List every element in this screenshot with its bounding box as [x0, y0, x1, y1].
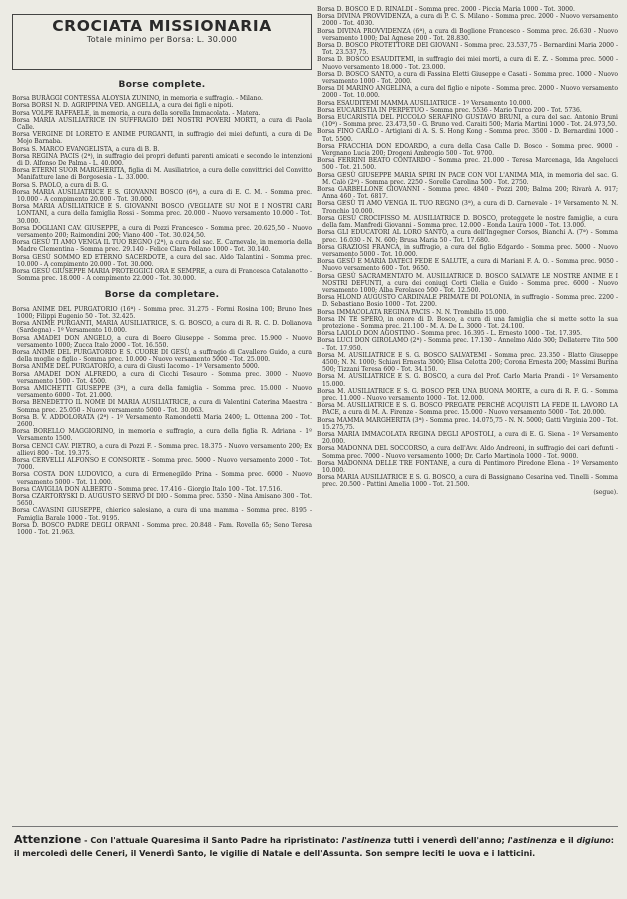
- borsa-entry: Borsa CENCI CAV. PIETRO, a cura di Pozzi F. - Somma prec. 18.375 - Nuovo versamento 200; Ex allievi 800 - Tot. 19.375.: [12, 442, 312, 457]
- borsa-entry: Borsa S. PAOLO, a cura di B. G.: [12, 181, 109, 189]
- borsa-entry: Borsa CERVELLI ALFONSO E CONSORTE - Somma prec. 5000 - Nuovo versamento 2000 - Tot. 7000.: [12, 456, 312, 472]
- borsa-entry: Borsa D. BOSCO E D. RINALDI - Somma prec. 2000 - Piccia Maria 1000 - Tot. 3000.: [317, 6, 575, 13]
- notice-text-1: - Con l'attuale Quaresima il Santo Padre ha ripristinato:: [81, 835, 342, 845]
- borsa-entry: Borsa D. BOSCO PROTETTORE DEI GIOVANI - Somma prec. 23.537,75 - Bernardini Maria 2000 - Tot. 23.537,75.: [317, 42, 618, 57]
- borsa-entry: Borsa REGINA PACIS (2ª), in suffragio dei propri defunti parenti amicati e secondo le intenzioni di D. Alfonso De Palma - L. 40.000.: [12, 152, 312, 168]
- section-heading-complete: Borse complete.: [118, 80, 206, 90]
- borsa-entry: Borsa GLI EDUCATORI AL LORO SANTO, a cura dell'Ingegner Corsos, Bianchi A. (7ª) - Somma prec. 16.030 - N. N. 600; Brusa Maria 50 - Tot. 17.680.: [317, 229, 618, 244]
- borsa-entry: Borsa GESÙ GIUSEPPE MARIA PROTEGGICI ORA E SEMPRE, a cura di Francesca Catalanotto - Somma prec. 18.000 - A compimento 22.000 - Tot. 30.000.: [12, 268, 312, 283]
- notice-text-3: e il: [556, 835, 577, 845]
- borsa-entry: Borsa CZARTORYSKI D. AUGUSTO SERVO DI DIO - Somma prec. 5350 - Nina Amisano 300 - Tot. 5650.: [12, 492, 312, 508]
- borsa-entry: Borsa M. AUSILIATRICE E S. G. BOSCO SALVATEMI - Somma prec. 23.350 - Blatto Giuseppe 4500; N. N. 1000; Schiavi Ernesta 3000; Elisa Celotta 200; Corona Ernesta 200; Massimi Burina 500; Tizzani Teresa 600 - Tot. 34.150.: [317, 351, 618, 374]
- incomplete-list-left: [12, 306, 312, 537]
- borsa-entry: Borsa BENEDETTO IL NOME DI MARIA AUSILIATRICE, a cura di Valentini Caterina Maestra - Somma prec. 25.050 - Nuovo versamento 5000 - Tot. 30.063.: [12, 399, 312, 414]
- borsa-entry: Borsa GRAZIOSI FRANCA, in suffragio, a cura del figlio Edgardo - Somma prec. 5000 - Nuovo versamento 5000 - Tot. 10.000.: [317, 243, 618, 258]
- borsa-entry: Borsa FERRINI BEATO CONTARDO - Somma prec. 21.000 - Teresa Marcenaga, Ida Angelucci 500 - Tot. 21.500.: [317, 157, 618, 172]
- borsa-entry: Borsa BURÀGGI CONTESSA ALOYSIA ZUNINO, in memoria e suffragio. - Milano.: [12, 95, 263, 103]
- borsa-entry: Borsa MADONNA DEL SOCCORSO, a cura dell'Avv. Aldo Andreoni, in suffragio dei cari defunti - Somma prec. 7000 - Nuovo versamento 1000; Dr. Carlo Martinola 1000 - Tot. 9000.: [317, 445, 618, 460]
- right-column: [317, 6, 618, 496]
- notice-heading: Attenzione: [14, 833, 82, 846]
- incomplete-list-right: [317, 6, 618, 489]
- borsa-entry: Borsa GESÙ SOMMO ED ETERNO SACERDOTE, a cura del sac. Aldo Talantini - Somma prec. 10.000 - A compimento 20.000 - Tot. 30.000.: [12, 253, 312, 268]
- borsa-entry: Borsa BORSI N. D. AGRIPPINA VED. ANGELLA, a cura dei figli e nipoti.: [12, 102, 234, 110]
- borsa-entry: Borsa FINO CARLO - Artigiani di A. S. S. Hong Kong - Somma prec. 3500 - D. Bernardini 1000 - Tot. 5500.: [317, 128, 618, 143]
- borsa-entry: Borsa VERGINE DI LORETO E ANIME PURGANTI, in suffragio dei miei defunti, a cura di De Mojo Barnaba.: [12, 131, 312, 146]
- borsa-entry: Borsa EUCARISTIA DEL PICCOLO SERAFINO GUSTAVO BRUNI, a cura del sac. Antonio Bruni (10ª) - Somma prec. 23.473,50 - G. Bruno ved. Caraiti 500; Maria Martini 1000 - Tot. 24.973,50.: [317, 114, 618, 129]
- notice-emphasis-1: l'astinenza: [341, 835, 391, 845]
- page-title: CROCIATA MISSIONARIA: [52, 17, 272, 35]
- notice-text-4: : il mercoledì delle Ceneri, il Venerdì Santo, le vigilie di Natale e dell'Assunta. Son sempre leciti le uova e i latticini.: [14, 835, 614, 858]
- borsa-entry: Borsa CAVASINI GIUSEPPE, chierico salesiano, a cura di una mamma - Somma prec. 8195 - Famiglia Barale 1000 - Tot. 9195.: [12, 507, 312, 522]
- borsa-entry: Borsa S. MARCO EVANGELISTA, a cura di B. B.: [12, 145, 160, 153]
- borsa-entry: Borsa GESÙ GIUSEPPE MARIA SPIRI IN PACE CON VOI L'ANIMA MIA, in memoria del sac. G. M. Calò (2ª) - Somma prec. 2250 - Sorelle Carolina 500 - Tot. 2750.: [317, 171, 618, 186]
- borsa-entry: Borsa AMICHETTI GIUSEPPE (3ª), a cura della famiglia - Somma prec. 15.000 - Nuovo versamento 6000 - Tot. 21.000.: [12, 384, 312, 400]
- continued-note: (segue).: [593, 488, 618, 496]
- borsa-entry: Borsa M. AUSILIATRICE E S. G. BOSCO, a cura del Prof. Carlo Maria Prandi - 1º Versamento 15.000.: [317, 373, 618, 388]
- borsa-entry: Borsa MARIA AUSILIATRICE E S. GIOVANNI BOSCO (6ª), a cura di E. C. M. - Somma prec. 10.000 - A compimento 20.000 - Tot. 30.000.: [12, 188, 312, 204]
- borsa-entry: Borsa FRACCHIA DON EDOARDO, a cura della Casa Calle D. Bosco - Somma prec. 9000 - Vergnano Lucia 200; Drogeni Ambrogio 500 - Tot. 9700.: [317, 142, 618, 158]
- borsa-entry: Borsa MARIA AUSILIATRICE E S. GIOVANNI BOSCO (VEGLIATE SU NOI E I NOSTRI CARI LONTANI, a cura della famiglia Rossi - Somma prec. 20.000 - Nuovo versamento 10.000 - Tot. 30.000.: [12, 203, 312, 225]
- borsa-entry: Borsa GESÙ CROCIFISSO M. AUSILIATRICE D. BOSCO, proteggete le nostre famiglie, a cura della fam. Manfredi Giovanni - Somma prec. 12.000 - Eonda Laura 1000 - Tot. 13.000.: [317, 214, 618, 230]
- borsa-entry: Borsa ANIME DEL PURGATORIO, a cura di Giusti Iacomo - 1º Versamento 5000.: [12, 363, 260, 371]
- borsa-entry: Borsa AMADEI DON ALFREDO, a cura di Cicchi Tesauro - Somma prec. 3000 - Nuovo versamento 1500 - Tot. 4500.: [12, 370, 312, 385]
- borsa-entry: Borsa COSTA DON LUDOVICO, a cura di Ermenegildo Prina - Somma prec. 6000 - Nuovo versamento 5000 - Tot. 11.000.: [12, 471, 312, 486]
- borsa-entry: Borsa IMMACOLATA REGINA PACIS - N. N. Trombillo 15.000.: [317, 308, 509, 316]
- borsa-entry: Borsa ANIME PURGANTI, MARIA AUSILIATRICE, S. G. BOSCO, a cura di R. R. C. D. Dolianova (Sardegna) - 1º Versamento 10.000.: [12, 320, 312, 335]
- complete-list: [12, 95, 312, 282]
- left-column: [12, 6, 312, 536]
- header-box: [12, 14, 312, 70]
- borsa-entry: Borsa MARIA AUSILIATRICE IN SUFFRAGIO DEI NOSTRI POVERI MORTI, a cura di Paola Calle.: [12, 116, 312, 132]
- borsa-entry: Borsa MARIA IMMACOLATA REGINA DEGLI APOSTOLI, a cura di E. G. Siena - 1º Versamento 20.000.: [317, 430, 618, 446]
- borsa-entry: Borsa DOGLIANI CAV. GIUSEPPE, a cura di Pozzi Francesco - Somma prec. 20.625,50 - Nuovo versamento 200; Raimondini 200; Viano 400 - Tot. 30.024,50.: [12, 224, 312, 240]
- borsa-entry: Borsa GESÙ TI AMO VENGA IL TUO REGNO (2ª), a cura del sac. E. Carnevale, in memoria della Madre Clementina - Somma prec. 29.140 - Felice Clara Pollano 1000 - Tot. 30.140.: [12, 239, 312, 254]
- section-heading-incomplete: Borse da completare.: [104, 290, 220, 301]
- notice-emphasis-3: digiuno: [576, 835, 611, 845]
- borsa-entry: Borsa DIVINA PROVVIDENZA, a cura di P. C. S. Milano - Somma prec. 2000 - Nuovo versamento 2000 - Tot. 4030.: [317, 13, 618, 28]
- borsa-entry: Borsa AMADEI DON ANGELO, a cura di Boero Giuseppe - Somma prec. 15.900 - Nuovo versamento 1000; Zucca Italo 2000 - Tot. 16.550.: [12, 334, 312, 349]
- borsa-entry: Borsa D. BOSCO PADRE DEGLI ORFANI - Somma prec. 20.848 - Fam. Rovella 65; Seno Teresa 1000 - Tot. 21.963.: [12, 521, 312, 536]
- borsa-entry: Borsa CAVIGLIA DON ALBERTO - Somma prec. 17.416 - Giorgio Italo 100 - Tot. 17.516.: [12, 485, 283, 493]
- borsa-entry: Borsa M. AUSILIATRICE E S. G. BOSCO PER UNA BUONA MORTE, a cura di R. F. G. - Somma prec. 11.000 - Nuovo versamento 1000 - Tot. 12.000.: [317, 387, 618, 402]
- borsa-entry: Borsa EUCARISTIA IN PERPETUO - Somma prec. 5536 - Mario Turco 200 - Tot. 5736.: [317, 106, 582, 114]
- borsa-entry: Borsa LUCI DON GIROLAMO (2ª) - Somma prec. 17.130 - Annelmo Aldo 300; Dellaterre Tito 500 - Tot. 17.950.: [317, 337, 618, 352]
- borsa-entry: Borsa BORELLO MAGGIORINO, in memoria e suffragio, a cura della figlia R. Adriana - 1º Versamento 1500.: [12, 428, 312, 443]
- borsa-entry: Borsa IN TE SPERO, in onore di D. Bosco, a cura di una famiglia che si mette sotto la sua protezione - Somma prec. 21.100 - M. A. De L. 3000 - Tot. 24.100.: [317, 315, 618, 330]
- borsa-entry: Borsa MARIA AUSILIATRICE E S. G. BOSCO, a cura di Bassignano Cesarina ved. Tinelli - Somma prec. 20.500 - Pattini Amelia 1000 - Tot. 21.500.: [317, 474, 618, 489]
- borsa-entry: Borsa ANIME DEL PURGATORIO E S. CUORE DI GESÙ, a suffragio di Cavallero Guido, a cura della moglie e figlio - Somma prec. 10.000 - Nuovo versamento 5000 - Tot. 25.000.: [12, 348, 312, 364]
- borsa-entry: Borsa MADONNA DELLE TRE FONTANE, a cura di Pentimoro Piredone Elena - 1º Versamento 10.000.: [317, 459, 618, 474]
- borsa-entry: Borsa GESÙ TI AMO VENGA IL TUO REGNO (3ª), a cura di D. Carnevale - 1º Versamento N. N. Tronchio 10.000.: [317, 200, 618, 215]
- borsa-entry: Borsa M. AUSILIATRICE E S. G. BOSCO PREGATE PERCHÉ ACQUISTI LA FEDE IL LAVORO LA PACE, a cura di M. A. Firenze - Somma prec. 15.000 - Nuovo versamento 5000 - Tot. 20.000.: [317, 402, 618, 417]
- borsa-entry: Borsa GESÙ E MARIA DATECI FEDE E SALUTE, a cura di Mariani F. A. O. - Somma prec. 9050 - Nuovo versamento 600 - Tot. 9650.: [317, 258, 618, 273]
- borsa-entry: Borsa GARBELLONE GIOVANNI - Somma prec. 4840 - Pozzi 200; Balma 200; Rivarà A. 917; Anna 460 - Tot. 6817.: [317, 186, 618, 201]
- borsa-entry: Borsa GESÙ SACRAMENTATO M. AUSILIATRICE D. BOSCO SALVATE LE NOSTRE ANIME E I NOSTRI DEFUNTI, a cura dei coniugi Corti Clelia e Guido - Somma prec. 6000 - Nuovo versamento 1000; Alba Ferolasco 500 - Tot. 12.500.: [317, 272, 618, 294]
- borsa-entry: Borsa LAIOLO DON AGOSTINO - Somma prec. 16.395 - L. Ernesto 1000 - Tot. 17.395.: [317, 330, 583, 338]
- page-subtitle: Totale minimo per Borsa: L. 30.000: [86, 35, 238, 45]
- borsa-entry: Borsa ANIME DEL PURGATORIO (16ª) - Somma prec. 31.275 - Formi Rosina 100; Bruno Ines 1000; Filippi Eugenio 50 - Tot. 32.425.: [12, 305, 312, 320]
- borsa-entry: Borsa D. BOSCO SANTO, a cura di Fassina Eletti Giuseppe e Casati - Somma prec. 1000 - Nuovo versamento 1000 - Tot. 2000.: [317, 70, 618, 86]
- borsa-entry: Borsa DIVINA PROVVIDENZA (6ª), a cura di Boglione Francesco - Somma prec. 26.630 - Nuovo versamento 1000; Dal Agnese 200 - Tot. 28.830.: [317, 27, 618, 42]
- borsa-entry: Borsa VOLPE RAFFAELE, in memoria, a cura della sorella Immacolata. - Matera.: [12, 109, 261, 117]
- borsa-entry: Borsa D. BOSCO ESAUDITEMI, in suffragio dei miei morti, a cura di E. Z. - Somma prec. 5000 - Nuovo versamento 18.000 - Tot. 23.000.: [317, 56, 618, 71]
- borsa-entry: Borsa B. V. ADDOLORATA (2ª) - 1º Versamento Ramondetti Maria 2400; L. Ottenna 200 - Tot. 2600.: [12, 413, 312, 428]
- notice-emphasis-2: l'astinenza: [507, 835, 557, 845]
- notice-text-2: tutti i venerdì dell'anno;: [390, 835, 508, 845]
- notice-paragraph: [14, 833, 617, 860]
- borsa-entry: Borsa MAMMA MARGHERITA (3ª) - Somma prec. 14.075,75 - N. N. 5000; Gatti Virginia 200 - Tot. 15.275,75.: [317, 416, 618, 431]
- borsa-entry: Borsa ESAUDITEMI MAMMA AUSILIATRICE - 1º Versamento 10.000.: [317, 99, 533, 107]
- divider-rule: [12, 826, 618, 827]
- borsa-entry: Borsa DI MARINO ANGELINA, a cura del figlio e nipote - Somma prec. 2000 - Nuovo versamento 2000 - Tot. 10.000.: [317, 85, 618, 100]
- borsa-entry: Borsa HLOND AUGUSTO CARDINALE PRIMATE DI POLONIA, in suffragio - Somma prec. 2200 - D. Sebastiano Bosio 1000 - Tot. 2200.: [317, 294, 618, 309]
- borsa-entry: Borsa ETERNI SUOR MARGHERITA, figlia di M. Ausiliatrice, a cura delle convittrici del Convitto Manifatture lane di Borgosesia - L. 33.000.: [12, 167, 312, 182]
